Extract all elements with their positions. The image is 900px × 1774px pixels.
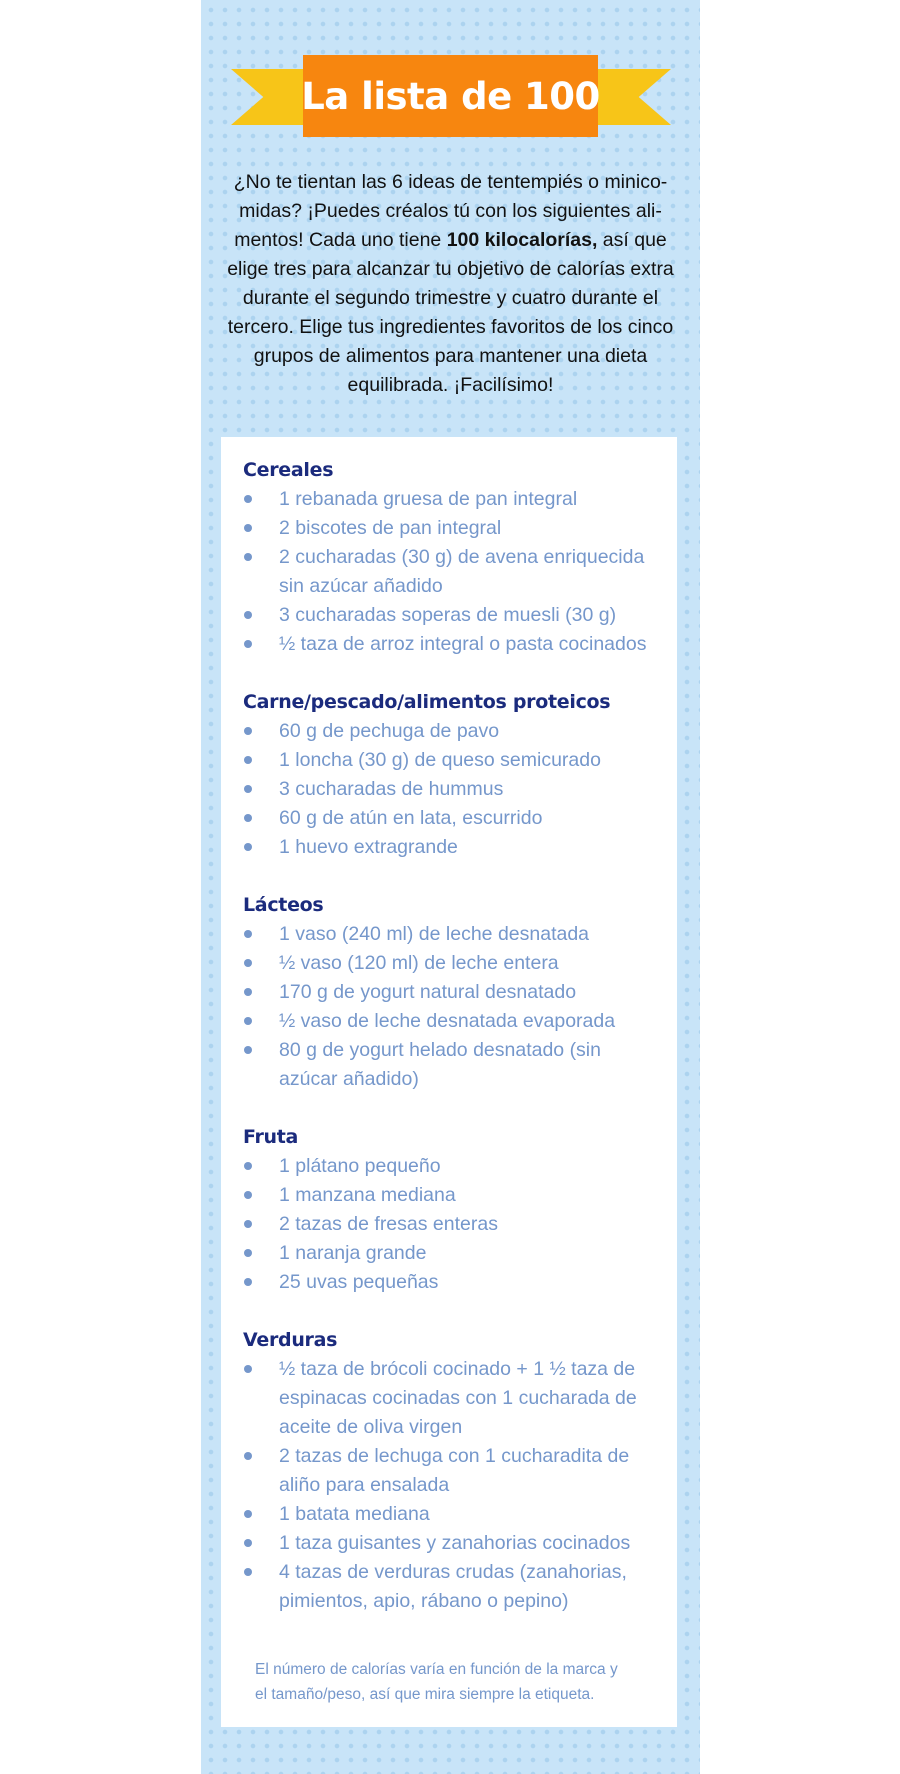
list-item: [243, 1036, 663, 1094]
section-heading: Carne/pescado/alimentos proteicos: [243, 691, 611, 713]
item-text: 80 g de yogurt helado desnatado (sin azúcar añadido): [279, 1039, 601, 1090]
list-item: [243, 1558, 663, 1616]
item-text: 2 tazas de fresas enteras: [279, 1213, 498, 1235]
list-item: [243, 543, 663, 601]
list-item: [243, 1152, 663, 1181]
bullet-icon: [244, 1278, 252, 1286]
list-item: [243, 630, 663, 659]
item-text: 3 cucharadas soperas de muesli (30 g): [279, 604, 617, 626]
list-item: [243, 514, 663, 543]
food-item-list: [243, 920, 663, 1094]
intro-paragraph: [223, 168, 678, 400]
item-text: 4 tazas de verduras crudas (zanahorias, pimientos, apio, rábano o pepino): [279, 1561, 627, 1612]
bullet-icon: [244, 1191, 252, 1199]
section-heading: Lácteos: [243, 894, 324, 916]
bullet-icon: [244, 495, 252, 503]
food-item-list: [243, 1152, 663, 1297]
bullet-icon: [244, 1162, 252, 1170]
food-group-section: [243, 891, 663, 1094]
bullet-icon: [244, 1365, 252, 1373]
list-item: [243, 1442, 663, 1500]
bullet-icon: [244, 988, 252, 996]
item-text: 1 taza guisantes y zanahorias cocinados: [279, 1532, 631, 1554]
item-text: 2 cucharadas (30 g) de avena enriquecida sin azúcar añadido: [279, 546, 645, 597]
item-text: 1 batata mediana: [279, 1503, 430, 1525]
infographic-panel: [201, 0, 700, 1774]
intro-highlight: 100 kilocalorías,: [446, 229, 598, 251]
bullet-icon: [244, 959, 252, 967]
food-list-card: [221, 437, 677, 1727]
food-group-section: [243, 456, 663, 659]
item-text: 2 tazas de lechuga con 1 cucharadita de aliño para ensalada: [279, 1445, 630, 1496]
item-text: 1 rebanada gruesa de pan integral: [279, 488, 578, 510]
bullet-icon: [244, 1046, 252, 1054]
list-item: [243, 717, 663, 746]
list-item: [243, 920, 663, 949]
list-item: [243, 949, 663, 978]
food-item-list: [243, 485, 663, 659]
bullet-icon: [244, 1568, 252, 1576]
list-item: [243, 1007, 663, 1036]
intro-text: ¿No te tientan las 6 ideas de tentempiés o minico- midas? ¡Puedes créalos tú con los siguientes ali- mentos! Cada uno tiene: [233, 171, 668, 251]
food-groups: [243, 456, 663, 1616]
food-group-section: [243, 688, 663, 862]
list-item: [243, 1500, 663, 1529]
bullet-icon: [244, 1220, 252, 1228]
list-item: [243, 1210, 663, 1239]
intro-text-end: así que elige tres para alcanzar tu objetivo de calorías extra durante el segundo trimestre y cuatro durante el tercero. Elige tus ingredientes favoritos de los cinco grupos de alimentos para mantener una dieta equilibrada. ¡Facilísimo!: [227, 229, 674, 396]
bullet-icon: [244, 930, 252, 938]
list-item: [243, 485, 663, 514]
bullet-icon: [244, 640, 252, 648]
list-item: [243, 1529, 663, 1558]
bullet-icon: [244, 785, 252, 793]
item-text: 1 loncha (30 g) de queso semicurado: [279, 749, 601, 771]
bullet-icon: [244, 611, 252, 619]
item-text: 1 naranja grande: [279, 1242, 427, 1264]
item-text: 170 g de yogurt natural desnatado: [279, 981, 577, 1003]
section-heading: Cereales: [243, 459, 334, 481]
bullet-icon: [244, 553, 252, 561]
item-text: 25 uvas pequeñas: [279, 1271, 439, 1293]
section-heading: Verduras: [243, 1329, 338, 1351]
item-text: ½ taza de arroz integral o pasta cocinados: [279, 633, 647, 655]
section-heading: Fruta: [243, 1126, 299, 1148]
list-item: [243, 746, 663, 775]
item-text: ½ taza de brócoli cocinado + 1 ½ taza de espinacas cocinadas con 1 cucharada de aceite de oliva virgen: [279, 1358, 637, 1438]
item-text: 60 g de atún en lata, escurrido: [279, 807, 543, 829]
bullet-icon: [244, 727, 252, 735]
item-text: 2 biscotes de pan integral: [279, 517, 502, 539]
item-text: 1 huevo extragrande: [279, 836, 458, 858]
list-item: [243, 978, 663, 1007]
page-title: La lista de 100: [303, 55, 598, 137]
item-text: 1 plátano pequeño: [279, 1155, 441, 1177]
item-text: 60 g de pechuga de pavo: [279, 720, 500, 742]
bullet-icon: [244, 1539, 252, 1547]
list-item: [243, 1268, 663, 1297]
bullet-icon: [244, 1510, 252, 1518]
item-text: 1 vaso (240 ml) de leche desnatada: [279, 923, 590, 945]
list-item: [243, 775, 663, 804]
list-item: [243, 1239, 663, 1268]
list-item: [243, 833, 663, 862]
bullet-icon: [244, 814, 252, 822]
bullet-icon: [244, 843, 252, 851]
bullet-icon: [244, 756, 252, 764]
bullet-icon: [244, 1452, 252, 1460]
title-banner: [231, 55, 671, 137]
list-item: [243, 804, 663, 833]
bullet-icon: [244, 524, 252, 532]
food-group-section: [243, 1326, 663, 1616]
list-item: [243, 1181, 663, 1210]
footnote: El número de calorías varía en función de la marca y el tamaño/peso, así que mira siempre la etiqueta.: [255, 1661, 618, 1703]
item-text: ½ vaso de leche desnatada evaporada: [279, 1010, 616, 1032]
list-item: [243, 1355, 663, 1442]
item-text: ½ vaso (120 ml) de leche entera: [279, 952, 559, 974]
list-item: [243, 601, 663, 630]
item-text: 1 manzana mediana: [279, 1184, 456, 1206]
food-item-list: [243, 717, 663, 862]
bullet-icon: [244, 1249, 252, 1257]
food-group-section: [243, 1123, 663, 1297]
item-text: 3 cucharadas de hummus: [279, 778, 504, 800]
food-item-list: [243, 1355, 663, 1616]
bullet-icon: [244, 1017, 252, 1025]
